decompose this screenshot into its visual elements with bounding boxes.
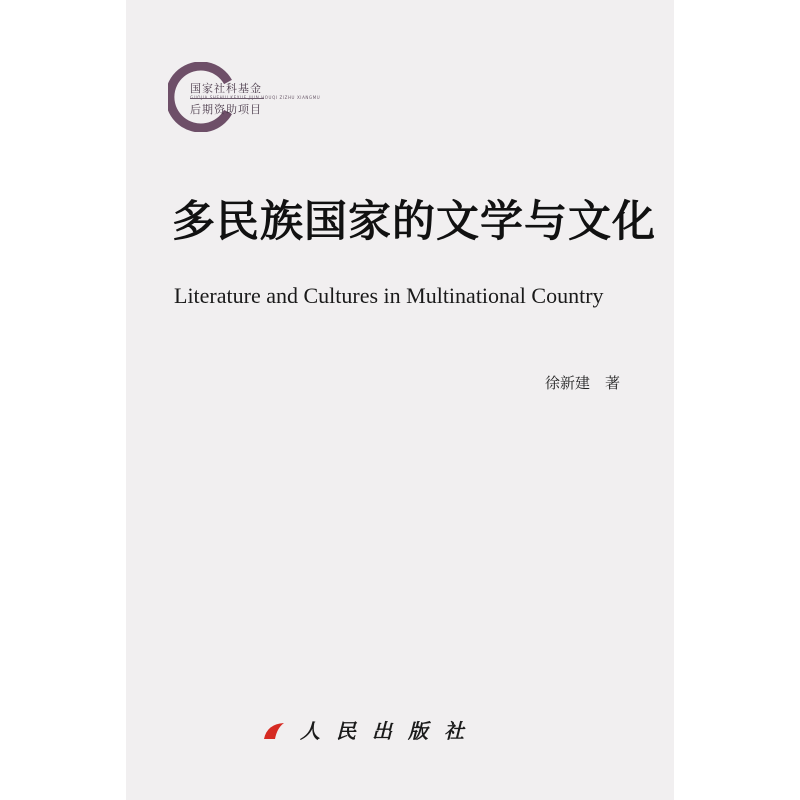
series-name-line1: 国家社科基金 xyxy=(190,82,262,95)
series-name-pinyin: GUOJIA SHEHUI KEXUE JIJIN HOUQI ZIZHU XIANGMU xyxy=(190,95,321,100)
series-name-line2: 后期资助项目 xyxy=(190,103,262,116)
book-title-english: Literature and Cultures in Multinational Country xyxy=(174,283,604,308)
author-credit: 徐新建 著 xyxy=(545,374,621,392)
publisher-name: 人民出版社 xyxy=(300,719,480,743)
book-title-chinese: 多民族国家的文学与文化 xyxy=(172,197,656,247)
publisher-logo-icon xyxy=(263,722,285,740)
